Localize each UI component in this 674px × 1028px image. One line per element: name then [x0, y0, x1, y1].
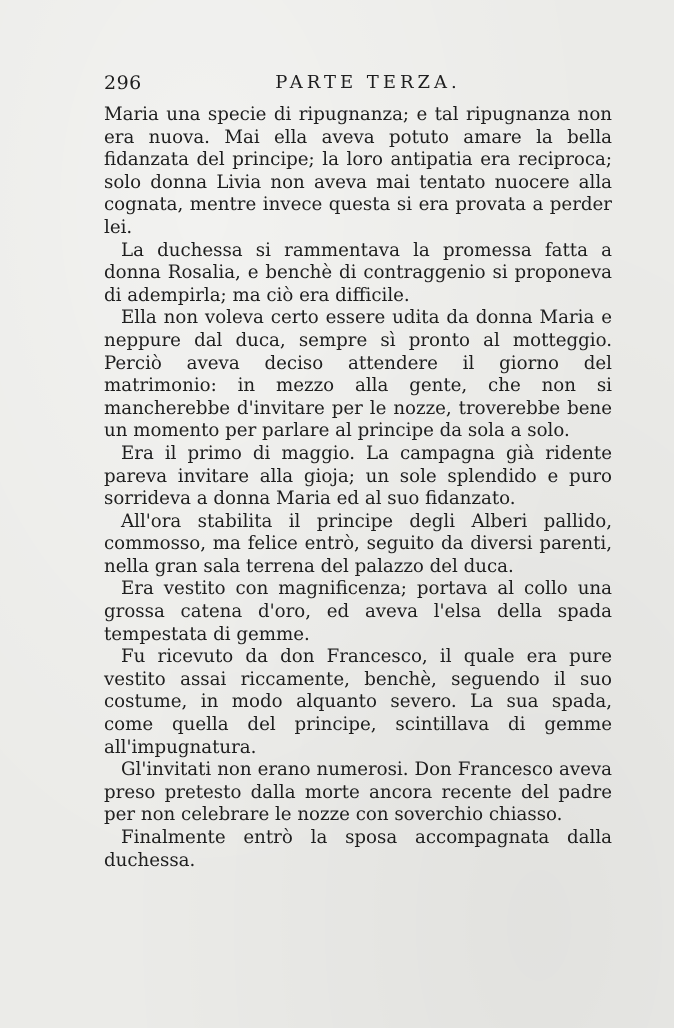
paragraph: La duchessa si rammentava la promessa fatta a donna Rosalia, e benchè di contraggenio si proponeva di adempirla; ma ciò era difficile. — [104, 239, 612, 306]
running-head: PARTE TERZA. — [275, 72, 461, 93]
paragraph: Maria una specie di ripugnanza; e tal ripugnanza non era nuova. Mai ella aveva potuto amare la bella fidanzata del principe; la loro antipatia era reciproca; solo donna Livia non aveva mai tentato nuocere alla cognata, mentre invece questa si era provata a perder lei. — [104, 104, 612, 238]
page-header — [104, 72, 614, 98]
paragraph: Era vestito con magnificenza; portava al collo una grossa catena d'oro, ed aveva l'elsa della spada tempestata di gemme. — [104, 578, 612, 645]
body-text — [104, 104, 612, 872]
paragraph: Ella non voleva certo essere udita da donna Maria e neppure dal duca, sempre sì pronto al motteggio. Perciò aveva deciso attendere il giorno del matrimonio: in mezzo alla gente, che non si mancherebbe d'invitare per le nozze, troverebbe bene un momento per parlare al principe da sola a solo. — [104, 307, 612, 442]
paragraph: Finalmente entrò la sposa accompagnata dalla duchessa. — [104, 827, 612, 871]
paragraph: Fu ricevuto da don Francesco, il quale era pure vestito assai riccamente, benchè, seguendo il suo costume, in modo alquanto severo. La sua spada, come quella del principe, scintillava di gemme all'impugnatura. — [104, 646, 612, 758]
paragraph: All'ora stabilita il principe degli Alberi pallido, commosso, ma felice entrò, seguito da diversi parenti, nella gran sala terrena del palazzo del duca. — [104, 510, 612, 577]
page-number: 296 — [104, 72, 142, 94]
paragraph: Era il primo di maggio. La campagna già ridente pareva invitare alla gioja; un sole splendido e puro sorrideva a donna Maria ed al suo fidanzato. — [104, 442, 612, 510]
paragraph: Gl'invitati non erano numerosi. Don Francesco aveva preso pretesto dalla morte ancora recente del padre per non celebrare le nozze con soverchio chiasso. — [104, 759, 612, 826]
